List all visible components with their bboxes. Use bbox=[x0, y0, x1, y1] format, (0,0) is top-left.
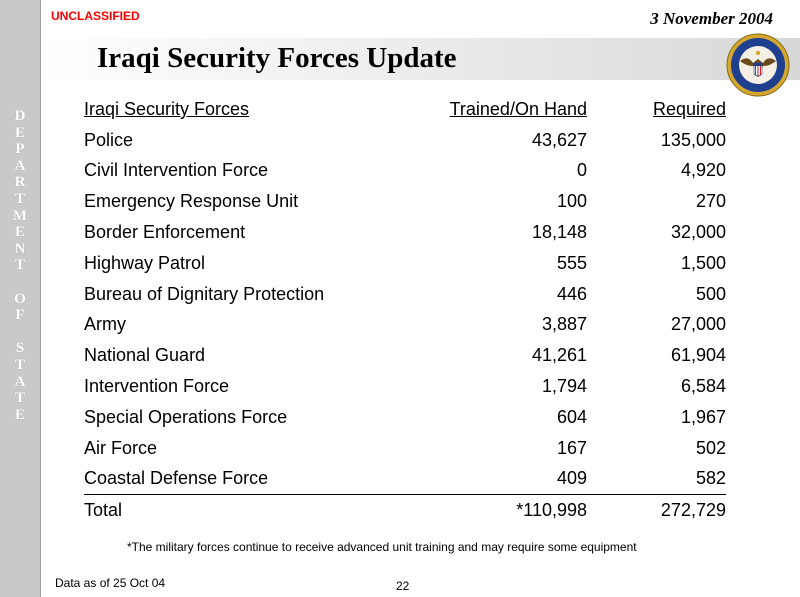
trained-cell: 446 bbox=[556, 283, 587, 304]
required-cell: 6,584 bbox=[680, 376, 726, 397]
sidebar bbox=[0, 0, 41, 597]
trained-cell: 409 bbox=[384, 464, 587, 495]
sidebar-letter: F bbox=[15, 307, 25, 324]
sidebar-vertical-text bbox=[0, 108, 40, 423]
force-name-cell: Air Force bbox=[84, 437, 158, 458]
force-name-cell: Total bbox=[84, 500, 123, 521]
sidebar-letter: E bbox=[14, 224, 25, 241]
sidebar-letter: T bbox=[14, 190, 25, 207]
sidebar-letter: P bbox=[15, 141, 25, 158]
force-name-cell: Emergency Response Unit bbox=[84, 191, 299, 212]
sidebar-letter: T bbox=[14, 356, 25, 373]
sidebar-letter: E bbox=[14, 406, 25, 423]
table-header-row bbox=[84, 94, 726, 125]
table-row bbox=[84, 279, 726, 310]
trained-cell: *110,998 bbox=[516, 500, 587, 521]
required-cell: 27,000 bbox=[670, 314, 726, 335]
required-cell: 500 bbox=[695, 283, 726, 304]
force-name-cell: National Guard bbox=[84, 345, 206, 366]
table-row bbox=[84, 371, 726, 402]
sidebar-letter: A bbox=[14, 373, 26, 390]
department-of-state-seal-icon bbox=[726, 33, 790, 97]
required-cell: 1,500 bbox=[680, 252, 726, 273]
table-row bbox=[84, 402, 726, 433]
sidebar-letter: A bbox=[14, 157, 26, 174]
force-name-cell: Army bbox=[84, 314, 126, 335]
table-row bbox=[84, 217, 726, 248]
trained-cell: 0 bbox=[576, 160, 587, 181]
table-row bbox=[84, 125, 726, 156]
sidebar-letter bbox=[0, 274, 40, 291]
table-row bbox=[84, 340, 726, 371]
table-row bbox=[84, 310, 726, 341]
slide-title: Iraqi Security Forces Update bbox=[97, 42, 457, 74]
data-as-of: Data as of 25 Oct 04 bbox=[55, 576, 166, 590]
slide-date: 3 November 2004 bbox=[650, 9, 773, 28]
required-cell: 272,729 bbox=[660, 500, 726, 521]
force-name-cell: Coastal Defense Force bbox=[84, 464, 384, 495]
required-cell: 32,000 bbox=[670, 222, 726, 243]
required-cell: 4,920 bbox=[680, 160, 726, 181]
required-cell: 61,904 bbox=[670, 345, 726, 366]
sidebar-letter: D bbox=[14, 108, 26, 124]
header-required: Required bbox=[652, 98, 726, 119]
required-cell: 270 bbox=[695, 191, 726, 212]
table-row bbox=[84, 186, 726, 217]
trained-cell: 555 bbox=[556, 252, 587, 273]
force-name-cell: Police bbox=[84, 129, 134, 150]
required-cell: 582 bbox=[587, 464, 726, 495]
required-cell: 1,967 bbox=[680, 406, 726, 427]
required-cell: 135,000 bbox=[660, 129, 726, 150]
force-name-cell: Border Enforcement bbox=[84, 222, 246, 243]
trained-cell: 167 bbox=[556, 437, 587, 458]
required-cell: 502 bbox=[695, 437, 726, 458]
force-name-cell: Civil Intervention Force bbox=[84, 160, 269, 181]
force-name-cell: Bureau of Dignitary Protection bbox=[84, 283, 325, 304]
total-row bbox=[84, 495, 726, 526]
trained-cell: 43,627 bbox=[531, 129, 587, 150]
trained-cell: 1,794 bbox=[541, 376, 587, 397]
force-name-cell: Intervention Force bbox=[84, 376, 230, 397]
table-row bbox=[84, 464, 726, 495]
sidebar-letter: T bbox=[14, 257, 25, 274]
table-row bbox=[84, 156, 726, 187]
sidebar-letter: E bbox=[14, 124, 25, 141]
sidebar-letter bbox=[0, 324, 40, 341]
header-trained: Trained/On Hand bbox=[449, 98, 587, 119]
classification-marking: UNCLASSIFIED bbox=[51, 9, 140, 23]
table-row bbox=[84, 433, 726, 464]
sidebar-letter: R bbox=[14, 174, 26, 191]
trained-cell: 100 bbox=[556, 191, 587, 212]
force-name-cell: Highway Patrol bbox=[84, 252, 206, 273]
trained-cell: 3,887 bbox=[541, 314, 587, 335]
sidebar-letter: T bbox=[14, 390, 25, 407]
sidebar-letter: M bbox=[12, 207, 28, 224]
trained-cell: 18,148 bbox=[531, 222, 587, 243]
page-number: 22 bbox=[396, 579, 410, 593]
force-name-cell: Special Operations Force bbox=[84, 406, 288, 427]
security-forces-table bbox=[84, 94, 726, 526]
footnote: *The military forces continue to receive advanced unit training and may require some equipment bbox=[127, 540, 637, 554]
sidebar-letter: S bbox=[15, 340, 25, 357]
header-forces: Iraqi Security Forces bbox=[84, 98, 250, 119]
sidebar-letter: O bbox=[14, 290, 26, 307]
table-row bbox=[84, 248, 726, 279]
trained-cell: 41,261 bbox=[531, 345, 587, 366]
sidebar-letter: N bbox=[14, 240, 26, 257]
trained-cell: 604 bbox=[556, 406, 587, 427]
